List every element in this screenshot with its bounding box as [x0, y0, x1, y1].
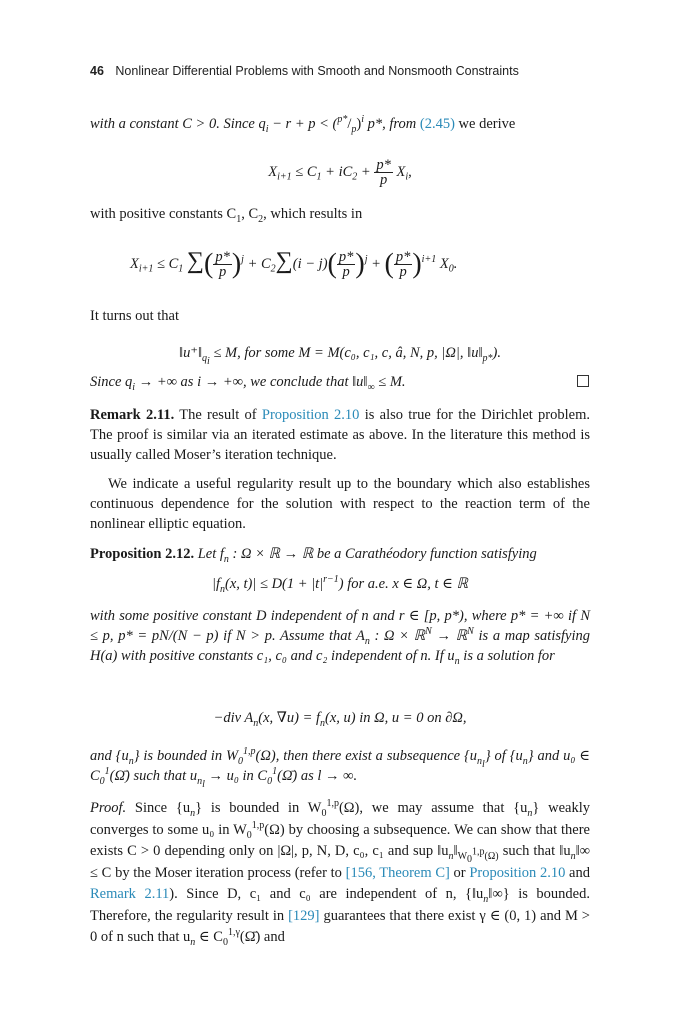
equation-3: $‖u^+‖_{q_i} \le M$, for some M = M(c₀, c₁, c, â, N, p, |Ω|, $‖u‖_{p*}$).	[179, 345, 501, 367]
equation-2: $X_{i+1} \le C_1$ ∑( $\frac{p*}{p}$ )$^j + C_2\sum(i - j)$( $\frac{p*}{p}$ )$^j$ + ( $\frac{p*}{p}$ )$^{i+1}$ $X_0$.	[130, 247, 458, 280]
proposition-conclusion: and $\{u_n\}$ is bounded in $W_0^{1,p}(\Omega)$, then there exist a subsequence $\{u_{n_l}\}$ of $\{u_n\}$ and u₀ ∈ $C_0^1(\Omegā)$ such that $u_{n_l} \to u_0$ in $C_0^1(\Omegā)$ as l → ∞.	[90, 746, 591, 790]
paragraph-5: We indicate a useful regularity result up to the boundary which also establishes continuous dependence for the solution with respect to the reaction term of the nonlinear elliptic equation.	[90, 476, 590, 532]
link-ref-156[interactable]: [156, Theorem C]	[345, 864, 450, 881]
equation-1: $X_{i+1} \le C_1 + iC_2$ + $\frac{p*}{p}$ $X_i$,	[268, 157, 412, 188]
running-header	[90, 64, 519, 78]
link-proposition-2-10-b[interactable]: Proposition 2.10	[469, 864, 566, 881]
qed-box	[577, 375, 589, 387]
paragraph-2: with positive constants $C_1$, $C_2$, which results in	[90, 206, 363, 225]
remark-2-11: Remark 2.11. The result of Proposition 2.10 is also true for the Dirichlet problem. The proof is similar via an iterated estimate as above. In the literature this method is usually called Moser’s iteration technique.	[90, 407, 591, 463]
link-ref-129[interactable]: [129]	[288, 907, 320, 924]
equation-4: $|f_n(x$, $t)| \le D(1 + |t|^{r-1})$ for a.e. x ∈ Ω, t ∈ ℝ	[211, 574, 469, 595]
link-proposition-2-10[interactable]: Proposition 2.10	[261, 407, 360, 423]
link-eq-2-45[interactable]: (2.45)	[419, 116, 455, 132]
proof: Proof. Since $\{u_n\}$ is bounded in $W_0^{1,p}(\Omega)$, we may assume that $\{u_n\}$ weakly converges to some u₀ in $W_0^{1,p}(\Omega)$ by choosing a subsequence. We can show that there exists C > 0 depending only on |Ω|, p, N, D, c₀, c₁ and sup $‖u_n‖_{W_0^{1,p}(\Omega)}$ such that $‖u_n‖\infty \le C$ by the Moser iteration process (refer to [156, Theorem C] or Proposition 2.10 and Remark 2.11). Since D, c₁ and c₀ are independent of n, $\{‖u_n‖\infty\}$ is bounded. Therefore, the regularity result in [129] guarantees that there exist γ ∈ (0, 1) and M > 0 of n such that $u_n$ ∈ $C_0^{1,\gamma}(\Omegā)$ and	[90, 798, 590, 948]
equation-5: −div $A_n(x$, $\nabla u) = f_n(x$, u) in Ω, u = 0 on ∂Ω,	[213, 710, 467, 729]
paragraph-3: It turns out that	[90, 308, 180, 324]
proposition-2-12: Proposition 2.12. Let $f_n$ : Ω × ℝ → ℝ be a Carathéodory function satisfying	[90, 546, 537, 565]
paragraph-4: Since $q_i$ → +∞ as i → +∞, we conclude that $‖u‖_\infty \le M$.	[90, 374, 406, 393]
paragraph-1: with a constant C > 0. Since $q_i - r + p < (^{p*}/_p)^i$ p*, from (2.45) we derive	[90, 114, 516, 135]
page-number: 46	[90, 64, 104, 78]
link-remark-2-11[interactable]: Remark 2.11	[90, 886, 170, 902]
proposition-body: with some positive constant D independent of n and r ∈ [p, p*), where p* = +∞ if N ≤ p, p* = pN/(N − p) if N > p. Assume that $A_n$ : Ω × ℝ$^N$ → ℝ$^N$ is a map satisfying H(a) with positive constants c₁, c₀ and c₂ independent of n. If $u_n$ is a solution for	[90, 608, 591, 667]
running-title: Nonlinear Differential Problems with Smooth and Nonsmooth Constraints	[115, 64, 519, 78]
